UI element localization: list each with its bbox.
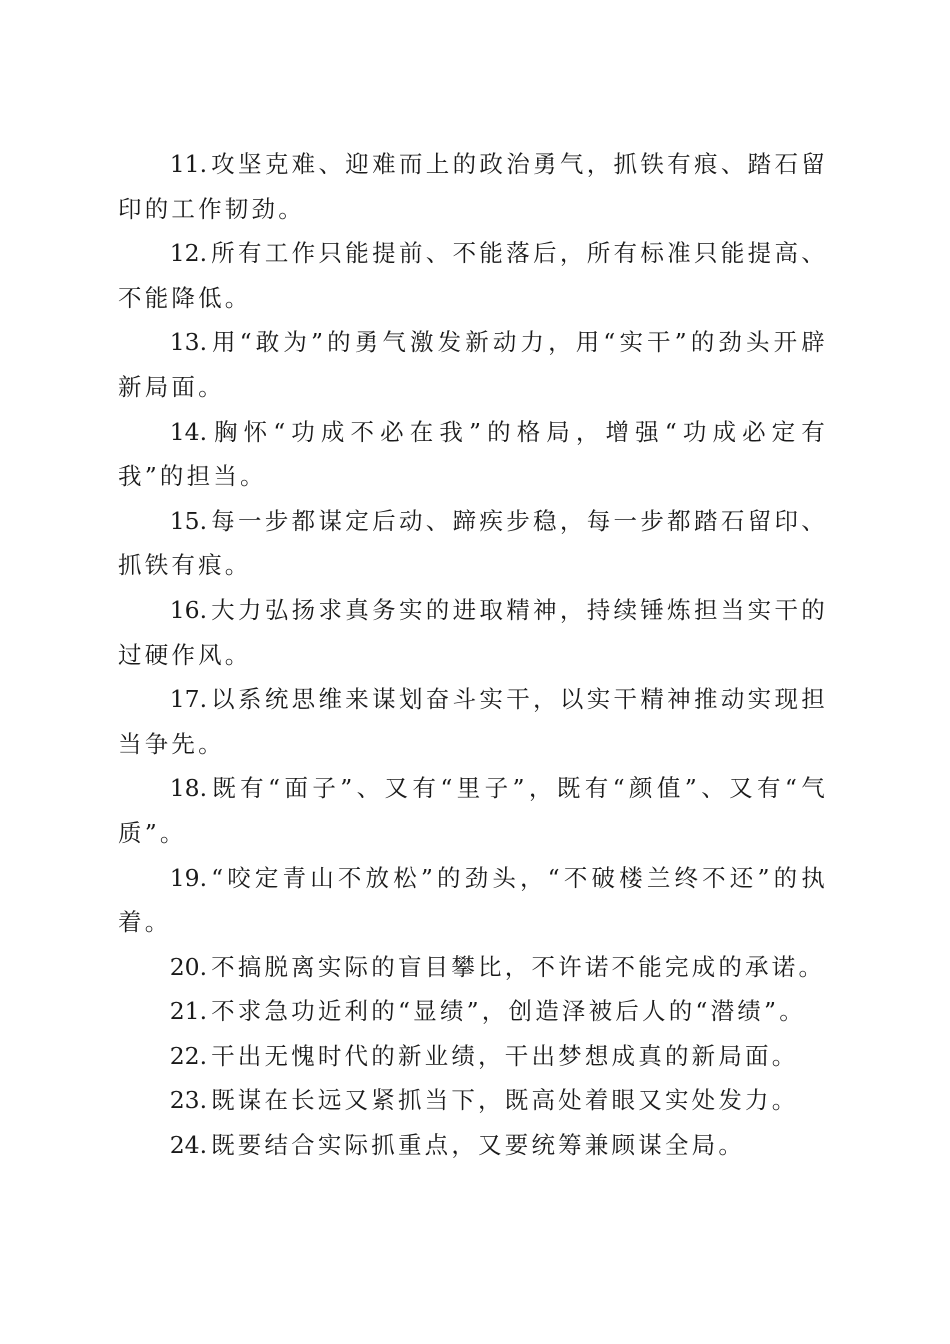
item-number: 11.: [169, 150, 208, 178]
document-body: [118, 142, 828, 1168]
item-text: 每一步都谋定后动、蹄疾步稳，每一步都踏石留印、抓铁有痕。: [118, 506, 828, 580]
item-number: 22.: [169, 1041, 208, 1070]
list-item-12: [118, 231, 828, 320]
item-number: 14.: [169, 417, 208, 446]
list-item-20: [118, 945, 828, 990]
item-number: 17.: [169, 685, 208, 714]
list-item-13: [118, 320, 828, 409]
list-item-24: [118, 1123, 828, 1168]
item-number: 19.: [169, 863, 208, 892]
item-text: 用“敢为”的勇气激发新动力，用“实干”的劲头开辟新局面。: [118, 328, 828, 401]
item-number: 13.: [169, 328, 208, 357]
list-item-23: [118, 1078, 828, 1123]
item-text: 不求急功近利的“显绩”，创造泽被后人的“潜绩”。: [211, 997, 806, 1026]
item-text: 以系统思维来谋划奋斗实干，以实干精神推动实现担当争先。: [118, 685, 828, 758]
item-number: 23.: [169, 1086, 208, 1115]
list-item-17: [118, 677, 828, 766]
item-text: 大力弘扬求真务实的进取精神，持续锤炼担当实干的过硬作风。: [118, 595, 828, 669]
item-number: 12.: [169, 239, 208, 268]
item-number: 15.: [169, 506, 208, 535]
item-number: 16.: [169, 595, 208, 624]
item-text: 既谋在长远又紧抓当下，既高处着眼又实处发力。: [211, 1086, 799, 1115]
item-text: 胸怀“功成不必在我”的格局，增强“功成必定有我”的担当。: [118, 417, 828, 491]
list-item-22: [118, 1034, 828, 1079]
item-text: 既要结合实际抓重点，又要统筹兼顾谋全局。: [211, 1131, 746, 1160]
item-text: 所有工作只能提前、不能落后，所有标准只能提高、不能降低。: [118, 239, 828, 312]
item-number: 21.: [169, 997, 208, 1026]
list-item-15: [118, 499, 828, 588]
item-text: 攻坚克难、迎难而上的政治勇气，抓铁有痕、踏石留印的工作韧劲。: [118, 150, 828, 223]
list-item-11: [118, 142, 828, 231]
list-item-21: [118, 989, 828, 1034]
list-item-16: [118, 588, 828, 677]
list-item-18: [118, 766, 828, 855]
item-number: 20.: [169, 952, 208, 981]
item-number: 24.: [169, 1131, 208, 1160]
item-text: 不搞脱离实际的盲目攀比，不许诺不能完成的承诺。: [211, 952, 826, 981]
item-text: 既有“面子”、又有“里子”，既有“颜值”、又有“气质”。: [118, 774, 828, 847]
item-number: 18.: [169, 774, 208, 803]
item-text: “咬定青山不放松”的劲头，“不破楼兰终不还”的执着。: [118, 863, 828, 937]
list-item-19: [118, 856, 828, 945]
list-item-14: [118, 410, 828, 499]
item-text: 干出无愧时代的新业绩，干出梦想成真的新局面。: [211, 1041, 799, 1070]
